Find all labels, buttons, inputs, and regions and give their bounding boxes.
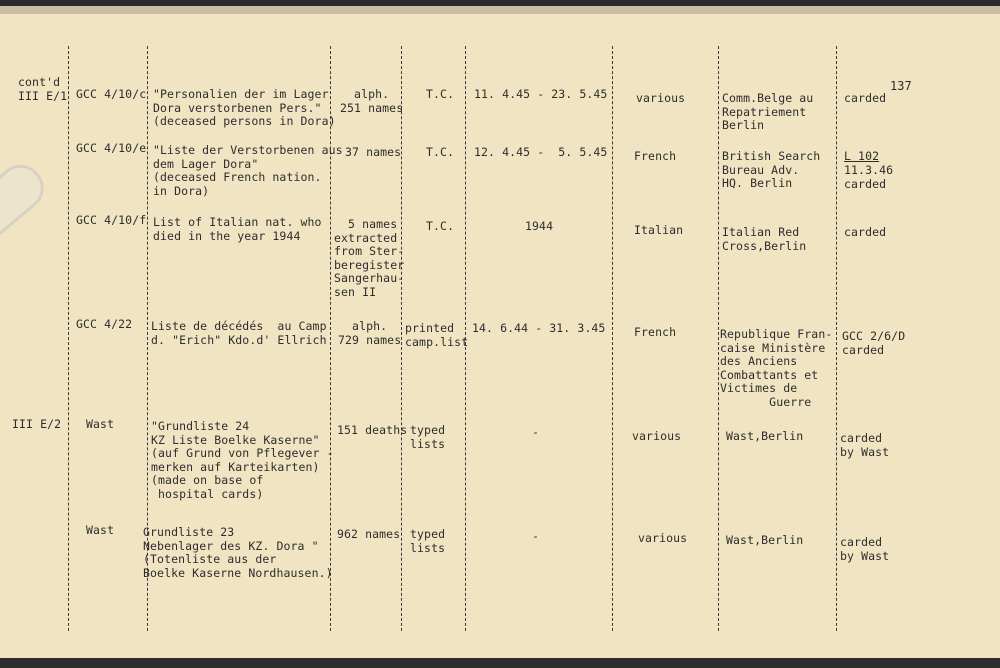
name-count: 962 names	[337, 527, 401, 541]
name-count: 151 deaths	[337, 423, 408, 437]
nationality: Italian	[634, 223, 684, 237]
date-range: 11. 4.45 - 23. 5.45	[474, 87, 608, 101]
list-title: Grundliste 23 Nebenlager des KZ. Dora " (Totenliste aus der Boelke Kaserne Nordhausen.)	[143, 525, 333, 580]
source-agency: Wast,Berlin	[726, 429, 804, 443]
list-title: "Grundliste 24 KZ Liste Boelke Kaserne" (auf Grund von Pflegever - merken auf Karteikarten) (made on base of hospital cards)	[151, 419, 334, 501]
reference-code: GCC 4/10/e	[76, 141, 147, 155]
record-type: printed camp.list	[405, 321, 469, 349]
remark: carded by Wast	[840, 431, 890, 459]
record-type: typed lists	[410, 527, 446, 555]
list-title: "Liste der Verstorbenen aus dem Lager Dora" (deceased French nation. in Dora)	[153, 143, 343, 198]
name-count: 5 names extracted from Ster- beregister Sangerhau- sen II	[334, 217, 405, 299]
column-rule	[836, 46, 837, 631]
source-agency: Comm.Belge au Repatriement Berlin	[722, 91, 814, 133]
column-rule	[718, 46, 719, 631]
remark: carded	[844, 91, 887, 105]
source-agency: Italian Red Cross,Berlin	[722, 225, 807, 253]
record-type: T.C.	[426, 145, 455, 159]
nationality: various	[638, 531, 688, 545]
column-rule	[612, 46, 613, 631]
reference-code: Wast	[86, 523, 115, 537]
column-rule	[68, 46, 69, 631]
nationality: French	[634, 149, 677, 163]
page-top-edge	[0, 6, 1000, 14]
name-count: 37 names	[345, 145, 402, 159]
remark: carded by Wast	[840, 535, 890, 563]
section-label: III E/2	[12, 417, 62, 431]
nationality: various	[636, 91, 686, 105]
record-type: T.C.	[426, 87, 455, 101]
source-agency: Republique Fran- caise Ministère des Anciens Combattants et Victimes de Guerre	[720, 327, 833, 409]
scanner-edge	[0, 658, 1000, 668]
date-range: -	[532, 425, 540, 439]
list-title: List of Italian nat. who died in the year 1944	[153, 215, 322, 243]
date-range: -	[532, 529, 540, 543]
reference-code: GCC 4/10/f	[76, 213, 147, 227]
reference-code: GCC 4/22	[76, 317, 133, 331]
date-range: 12. 4.45 - 5. 5.45	[474, 145, 608, 159]
reference-code: Wast	[86, 417, 115, 431]
name-count: alph. 729 names	[338, 319, 402, 347]
binder-tab	[0, 156, 53, 247]
date-range: 14. 6.44 - 31. 3.45	[472, 321, 606, 335]
reference-code: GCC 4/10/c	[76, 87, 147, 101]
remark: 11.3.46 carded	[844, 163, 894, 191]
name-count: alph. 251 names	[340, 87, 404, 115]
record-type: typed lists	[410, 423, 446, 451]
remark: carded	[844, 225, 887, 239]
record-type: T.C.	[426, 219, 455, 233]
nationality: various	[632, 429, 682, 443]
remark: GCC 2/6/D carded	[842, 329, 906, 357]
nationality: French	[634, 325, 677, 339]
date-range: 1944	[525, 219, 554, 233]
source-agency: Wast,Berlin	[726, 533, 804, 547]
source-agency: British Search Bureau Adv. HQ. Berlin	[722, 149, 821, 191]
list-title: Liste de décédés au Camp d. "Erich" Kdo.d' Ellrich	[151, 319, 327, 347]
remark-reference: L 102	[844, 149, 880, 163]
list-title: "Personalien der im Lager Dora verstorbenen Pers." (deceased persons in Dora)	[153, 87, 336, 129]
section-label: cont'd III E/1	[18, 75, 68, 103]
page-number: 137	[890, 79, 912, 93]
document-page	[0, 6, 1000, 658]
